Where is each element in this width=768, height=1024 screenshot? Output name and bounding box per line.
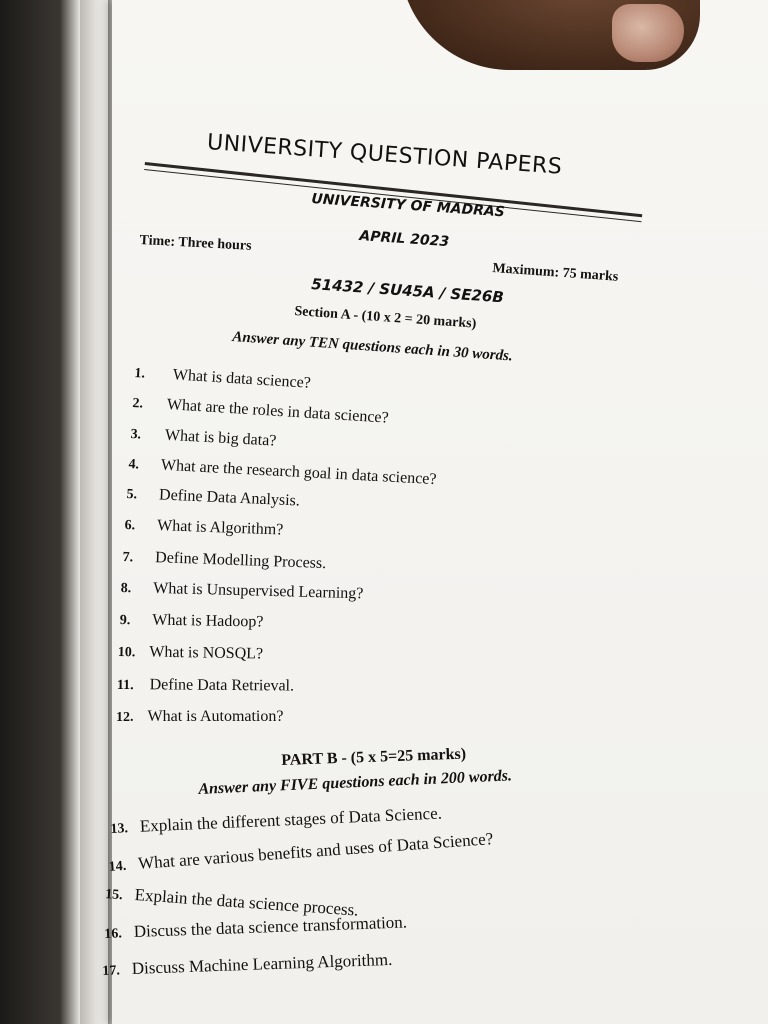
- question-text: Define Modelling Process.: [154, 549, 327, 573]
- question-item: [124, 516, 283, 540]
- question-text: What is NOSQL?: [149, 643, 264, 663]
- question-item: [122, 548, 326, 573]
- question-text: Define Data Retrieval.: [149, 676, 295, 695]
- question-text: What are the research goal in data science?: [160, 456, 437, 489]
- question-item: [120, 611, 264, 632]
- question-number: 12.: [116, 710, 134, 725]
- question-number: 15.: [104, 886, 124, 904]
- question-number: 17.: [102, 963, 121, 979]
- question-item: [130, 425, 277, 451]
- question-item: [108, 829, 494, 876]
- university-name: UNIVERSITY OF MADRAS: [310, 191, 506, 221]
- part-b-instruction: Answer any FIVE questions each in 200 words.: [198, 767, 513, 798]
- question-text: Explain the data science process.: [134, 885, 360, 920]
- section-a-heading: Section A - (10 x 2 = 20 marks): [293, 304, 477, 332]
- section-a-instruction: Answer any TEN questions each in 30 words.: [231, 329, 514, 365]
- question-item: [126, 485, 300, 511]
- question-item: [116, 708, 283, 726]
- question-text: What is Automation?: [147, 708, 284, 725]
- question-text: What is Algorithm?: [156, 517, 284, 539]
- question-text: Discuss Machine Learning Algorithm.: [131, 949, 393, 978]
- question-number: 9.: [119, 612, 131, 629]
- question-number: 1.: [133, 365, 146, 382]
- exam-time: Time: Three hours: [139, 233, 252, 254]
- paper-codes: 51432 / SU45A / SE26B: [310, 275, 505, 307]
- question-item: [128, 455, 437, 489]
- question-number: 4.: [128, 456, 140, 473]
- question-item: [102, 950, 393, 980]
- question-item: [104, 912, 407, 943]
- question-text: What is big data?: [164, 426, 277, 450]
- question-item: [118, 643, 264, 664]
- question-item: [110, 804, 442, 838]
- exam-date: APRIL 2023: [358, 228, 450, 251]
- question-text: What is Unsupervised Learning?: [153, 579, 364, 603]
- question-number: 11.: [116, 677, 134, 694]
- question-text: Define Data Analysis.: [158, 486, 301, 510]
- question-number: 3.: [130, 426, 142, 443]
- question-item: [134, 364, 311, 393]
- question-number: 8.: [120, 580, 132, 597]
- question-number: 5.: [126, 486, 138, 503]
- question-item: [121, 579, 364, 603]
- page-title: UNIVERSITY QUESTION PAPERS: [206, 130, 564, 180]
- question-text: What is data science?: [172, 366, 312, 392]
- question-item: [117, 676, 294, 696]
- question-number: 6.: [124, 517, 136, 534]
- max-marks: Maximum: 75 marks: [491, 261, 619, 285]
- question-text: Discuss the data science transformation.: [133, 912, 408, 941]
- question-number: 14.: [108, 858, 127, 875]
- question-number: 2.: [131, 395, 144, 412]
- question-text: What are various benefits and uses of Data Science?: [137, 829, 494, 873]
- question-number: 7.: [122, 549, 134, 566]
- question-text: What is Hadoop?: [152, 611, 264, 631]
- question-number: 13.: [110, 821, 129, 837]
- question-number: 10.: [117, 644, 136, 661]
- question-text: Explain the different stages of Data Science.: [139, 803, 443, 836]
- question-item: [132, 394, 389, 428]
- title-rule: [144, 162, 642, 222]
- question-number: 16.: [104, 926, 123, 942]
- question-text: What are the roles in data science?: [166, 396, 390, 427]
- part-b-heading: PART B - (5 x 5=25 marks): [281, 745, 467, 769]
